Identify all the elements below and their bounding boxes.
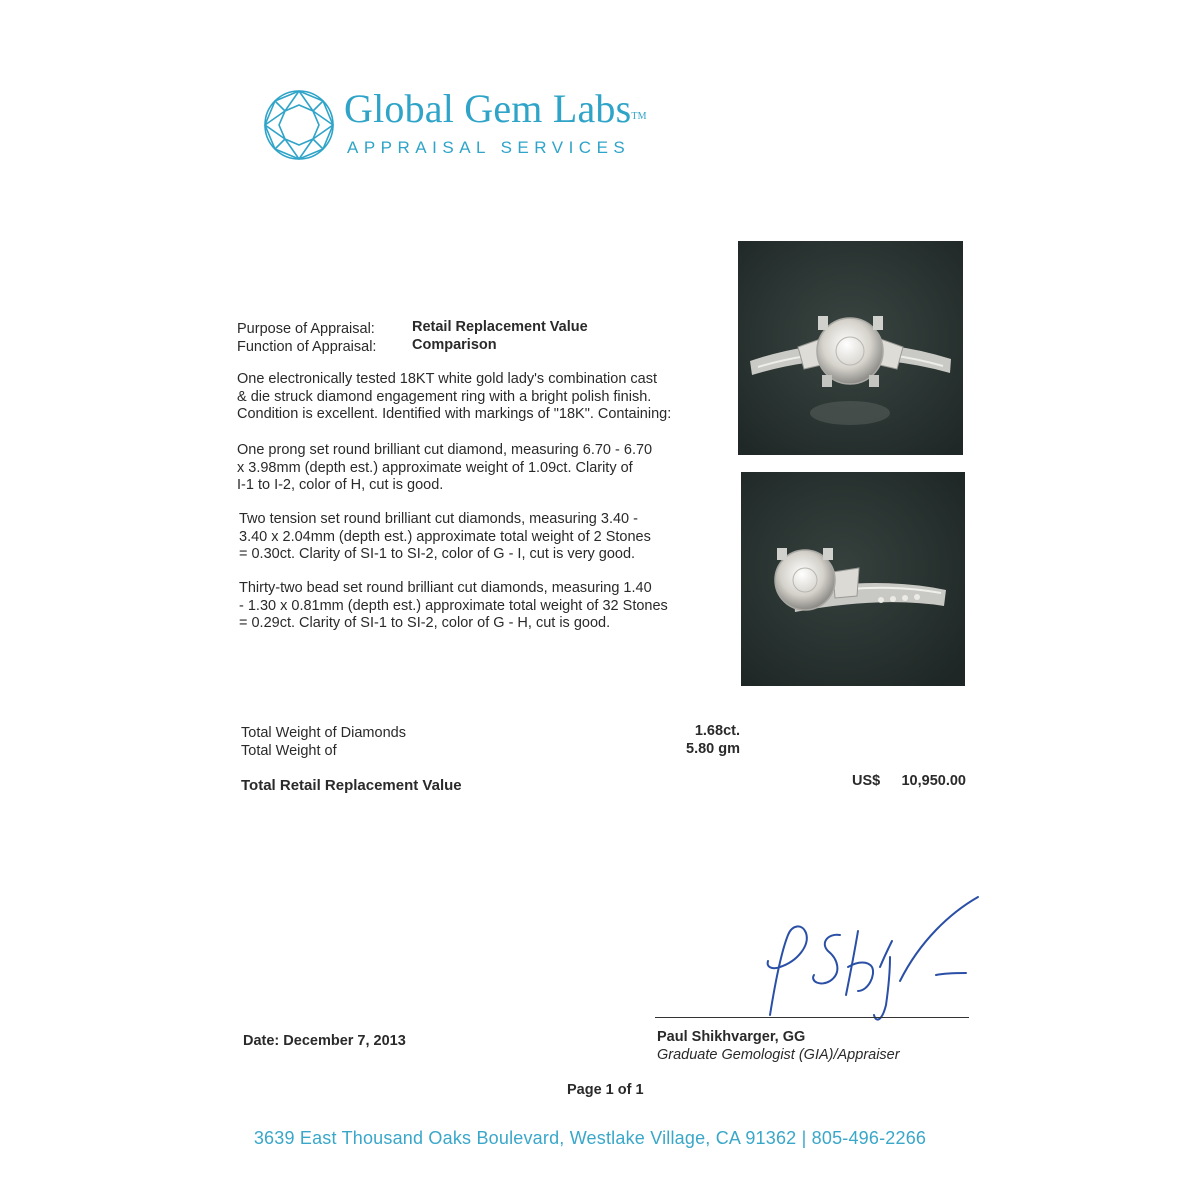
purpose-value: Retail Replacement Value	[412, 319, 588, 335]
ring-description: One electronically tested 18KT white gold lady's combination cast & die struck diamond engagement ring with a bright polish finish. Condition is excellent. Identified with markings of "18K". Containing:	[237, 371, 672, 422]
appraiser-title: Graduate Gemologist (GIA)/Appraiser	[657, 1047, 900, 1063]
footer-address: 3639 East Thousand Oaks Boulevard, Westlake Village, CA 91362 | 805-496-2266	[253, 1128, 927, 1148]
signature-line	[655, 1017, 969, 1018]
function-label: Function of Appraisal:	[237, 339, 377, 355]
currency-label: US$	[852, 773, 881, 789]
bead-stones-description: Thirty-two bead set round brilliant cut diamonds, measuring 1.40 - 1.30 x 0.81mm (depth est.) approximate total weight of 32 Stones = 0.29ct. Clarity of SI-1 to SI-2, color of G - H, cut is good.	[239, 580, 668, 631]
total-diamond-weight-value: 1.68ct.	[694, 723, 740, 739]
brand-name-text: Global Gem Labs	[344, 86, 632, 131]
total-diamond-weight-label: Total Weight of Diamonds	[241, 725, 406, 741]
diamond-logo-icon	[262, 88, 336, 162]
page-number: Page 1 of 1	[567, 1082, 644, 1098]
total-weight-value: 5.80 gm	[686, 741, 740, 757]
appraiser-signature	[740, 895, 980, 1025]
ring-photo-side	[741, 472, 965, 686]
purpose-label: Purpose of Appraisal:	[237, 321, 375, 337]
total-retail-label: Total Retail Replacement Value	[241, 777, 462, 794]
total-weight-label: Total Weight of	[241, 743, 337, 759]
trademark-mark: TM	[631, 111, 647, 122]
side-stones-description: Two tension set round brilliant cut diamonds, measuring 3.40 - 3.40 x 2.04mm (depth est.) approximate total weight of 2 Stones = 0.30ct. Clarity of SI-1 to SI-2, color of G - I, cut is very good.	[239, 511, 651, 562]
brand-subtitle: APPRAISAL SERVICES	[347, 138, 631, 157]
appraiser-name: Paul Shikhvarger, GG	[657, 1029, 806, 1045]
center-stone-description: One prong set round brilliant cut diamond, measuring 6.70 - 6.70 x 3.98mm (depth est.) approximate weight of 1.09ct. Clarity of I-1 to I-2, color of H, cut is good.	[237, 442, 653, 493]
ring-photo-front	[738, 241, 963, 455]
function-value: Comparison	[412, 337, 497, 353]
appraisal-date: Date: December 7, 2013	[243, 1033, 406, 1049]
total-retail-value: 10,950.00	[901, 773, 966, 789]
brand-name	[344, 86, 647, 132]
